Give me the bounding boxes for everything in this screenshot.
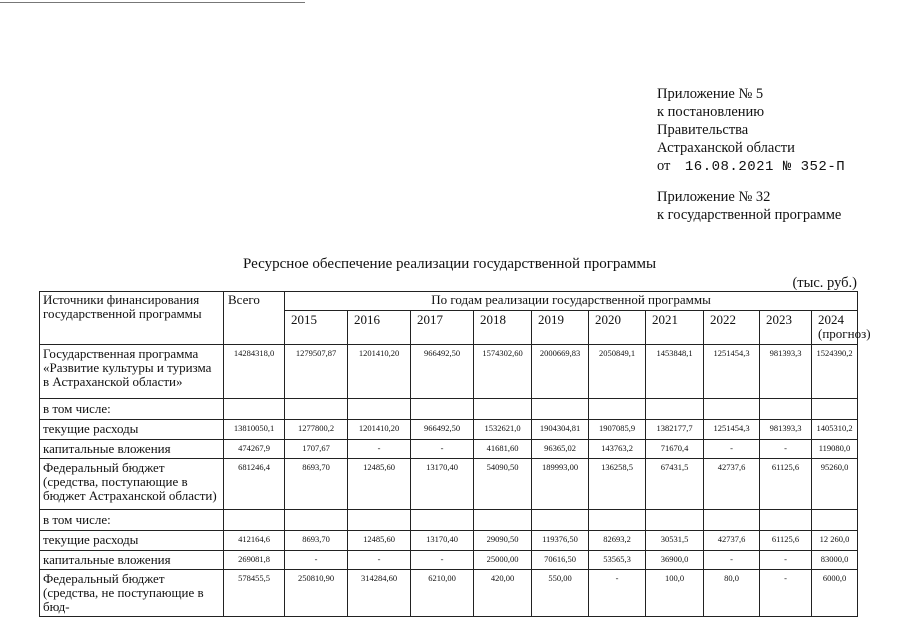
year-header: 2022 <box>704 311 760 345</box>
year-value-cell: 1707,67 <box>285 440 348 459</box>
year-value-cell: 550,00 <box>532 570 589 617</box>
column-header-source: Источники финансирования государственной программы <box>40 292 224 345</box>
year-value-cell: 1405310,2 <box>812 420 858 440</box>
year-value-cell <box>411 510 474 531</box>
year-value-cell: - <box>348 551 411 570</box>
year-value-cell: 119376,50 <box>532 531 589 551</box>
row-total: 578455,5 <box>224 570 285 617</box>
year-value-cell <box>285 510 348 531</box>
appendix-5-line-4: Астраханской области <box>657 140 795 156</box>
appendix-5-line-1: Приложение № 5 <box>657 86 764 102</box>
row-label: текущие расходы <box>40 420 224 440</box>
year-value-cell: 1277800,2 <box>285 420 348 440</box>
year-value-cell: 250810,90 <box>285 570 348 617</box>
table-body <box>40 345 858 617</box>
appendix-5-line-2: к постановлению <box>657 104 765 120</box>
row-label: Федеральный бюджет (средства, не поступающие в бюд- <box>40 570 224 617</box>
year-value-cell <box>532 510 589 531</box>
year-value-cell: 82693,2 <box>589 531 646 551</box>
year-value-cell: 1907085,9 <box>589 420 646 440</box>
year-value-cell <box>812 399 858 420</box>
column-header-years-group: По годам реализации государственной программы <box>285 292 858 311</box>
year-value-cell: 67431,5 <box>646 459 704 510</box>
year-value-cell: 80,0 <box>704 570 760 617</box>
year-value-cell: 981393,3 <box>760 345 812 399</box>
year-value-cell: 2000669,83 <box>532 345 589 399</box>
row-label: текущие расходы <box>40 531 224 551</box>
year-value-cell: 1524390,2 <box>812 345 858 399</box>
row-label: в том числе: <box>40 399 224 420</box>
year-value-cell: - <box>704 440 760 459</box>
year-value-cell: 6000,0 <box>812 570 858 617</box>
year-value-cell: - <box>348 440 411 459</box>
row-total: 681246,4 <box>224 459 285 510</box>
year-value-cell <box>646 510 704 531</box>
year-value-cell <box>812 510 858 531</box>
year-header: 2023 <box>760 311 812 345</box>
resolution-date-number: 16.08.2021 № 352-П <box>684 159 846 175</box>
year-value-cell: 29090,50 <box>474 531 532 551</box>
year-value-cell: 95260,0 <box>812 459 858 510</box>
row-total <box>224 510 285 531</box>
year-value-cell: 6210,00 <box>411 570 474 617</box>
year-value-cell: - <box>285 551 348 570</box>
year-value-cell: 42737,6 <box>704 531 760 551</box>
year-value-cell: 70616,50 <box>532 551 589 570</box>
year-value-cell: 25000,00 <box>474 551 532 570</box>
year-value-cell <box>474 510 532 531</box>
year-value-cell: 1279507,87 <box>285 345 348 399</box>
year-value-cell: 189993,00 <box>532 459 589 510</box>
year-value-cell <box>411 399 474 420</box>
year-value-cell <box>348 510 411 531</box>
year-value-cell <box>474 399 532 420</box>
row-total: 474267,9 <box>224 440 285 459</box>
year-value-cell: 136258,5 <box>589 459 646 510</box>
year-header: 2019 <box>532 311 589 345</box>
year-header: 2018 <box>474 311 532 345</box>
year-value-cell <box>285 399 348 420</box>
year-header: 2016 <box>348 311 411 345</box>
year-header: 2021 <box>646 311 704 345</box>
year-value-cell <box>760 399 812 420</box>
year-value-cell: 8693,70 <box>285 459 348 510</box>
year-value-cell: 1574302,60 <box>474 345 532 399</box>
year-value-cell: 1532621,0 <box>474 420 532 440</box>
year-value-cell: 1201410,20 <box>348 345 411 399</box>
units-note: (тыс. руб.) <box>792 275 857 291</box>
year-value-cell: 96365,02 <box>532 440 589 459</box>
year-value-cell: - <box>760 570 812 617</box>
table-row <box>40 440 858 459</box>
year-value-cell: 314284,60 <box>348 570 411 617</box>
year-value-cell: 8693,70 <box>285 531 348 551</box>
year-value-cell <box>532 399 589 420</box>
year-value-cell: 61125,6 <box>760 459 812 510</box>
year-value-cell: 1382177,7 <box>646 420 704 440</box>
table-row <box>40 531 858 551</box>
year-value-cell: 61125,6 <box>760 531 812 551</box>
year-value-cell: 1904304,81 <box>532 420 589 440</box>
row-total: 412164,6 <box>224 531 285 551</box>
year-value-cell: - <box>589 570 646 617</box>
year-value-cell: - <box>411 551 474 570</box>
year-value-cell: 1251454,3 <box>704 420 760 440</box>
top-rule <box>0 2 305 3</box>
year-value-cell: 36900,0 <box>646 551 704 570</box>
column-header-total: Всего <box>224 292 285 345</box>
table-row <box>40 459 858 510</box>
document-title: Ресурсное обеспечение реализации государственной программы <box>243 256 657 272</box>
year-value-cell: 119080,0 <box>812 440 858 459</box>
year-value-cell <box>704 510 760 531</box>
row-label: капитальные вложения <box>40 551 224 570</box>
year-value-cell: 53565,3 <box>589 551 646 570</box>
year-value-cell: - <box>704 551 760 570</box>
year-value-cell: 966492,50 <box>411 345 474 399</box>
row-total: 13810050,1 <box>224 420 285 440</box>
year-value-cell: 42737,6 <box>704 459 760 510</box>
year-value-cell <box>646 399 704 420</box>
year-header: 2024 (прогноз) <box>812 311 858 345</box>
row-label: Федеральный бюджет (средства, поступающие в бюджет Астраханской области) <box>40 459 224 510</box>
year-value-cell: 1201410,20 <box>348 420 411 440</box>
year-header: 2015 <box>285 311 348 345</box>
year-value-cell <box>589 510 646 531</box>
row-label: в том числе: <box>40 510 224 531</box>
appendix-32-line-2: к государственной программе <box>657 207 842 223</box>
year-value-cell <box>760 510 812 531</box>
year-header: 2020 <box>589 311 646 345</box>
row-total <box>224 399 285 420</box>
row-label: капитальные вложения <box>40 440 224 459</box>
appendix-32-line-1: Приложение № 32 <box>657 189 771 205</box>
year-value-cell: 966492,50 <box>411 420 474 440</box>
table-row <box>40 551 858 570</box>
year-value-cell: 2050849,1 <box>589 345 646 399</box>
year-value-cell: 83000,0 <box>812 551 858 570</box>
year-header: 2017 <box>411 311 474 345</box>
appendix-5-date-line <box>657 157 845 176</box>
year-value-cell: 420,00 <box>474 570 532 617</box>
year-value-cell: 41681,60 <box>474 440 532 459</box>
table-row <box>40 570 858 617</box>
year-value-cell: 12485,60 <box>348 531 411 551</box>
year-value-cell: - <box>411 440 474 459</box>
year-value-cell <box>589 399 646 420</box>
year-value-cell: 71670,4 <box>646 440 704 459</box>
table-row <box>40 420 858 440</box>
year-value-cell: - <box>760 551 812 570</box>
table-row <box>40 345 858 399</box>
year-value-cell: - <box>760 440 812 459</box>
resource-table <box>39 291 871 617</box>
year-value-cell: 1453848,1 <box>646 345 704 399</box>
table-row <box>40 399 858 420</box>
year-value-cell: 54090,50 <box>474 459 532 510</box>
row-total: 14284318,0 <box>224 345 285 399</box>
year-value-cell: 13170,40 <box>411 459 474 510</box>
date-prefix: от <box>657 158 671 174</box>
year-value-cell: 100,0 <box>646 570 704 617</box>
year-value-cell: 13170,40 <box>411 531 474 551</box>
year-value-cell: 30531,5 <box>646 531 704 551</box>
row-total: 269081,8 <box>224 551 285 570</box>
row-label: Государственная программа «Развитие культуры и туризма в Астраханской области» <box>40 345 224 399</box>
year-value-cell: 143763,2 <box>589 440 646 459</box>
year-value-cell: 981393,3 <box>760 420 812 440</box>
appendix-5-line-3: Правительства <box>657 122 749 138</box>
year-value-cell <box>704 399 760 420</box>
year-value-cell: 1251454,3 <box>704 345 760 399</box>
year-value-cell: 12 260,0 <box>812 531 858 551</box>
year-value-cell <box>348 399 411 420</box>
table-row <box>40 510 858 531</box>
year-value-cell: 12485,60 <box>348 459 411 510</box>
